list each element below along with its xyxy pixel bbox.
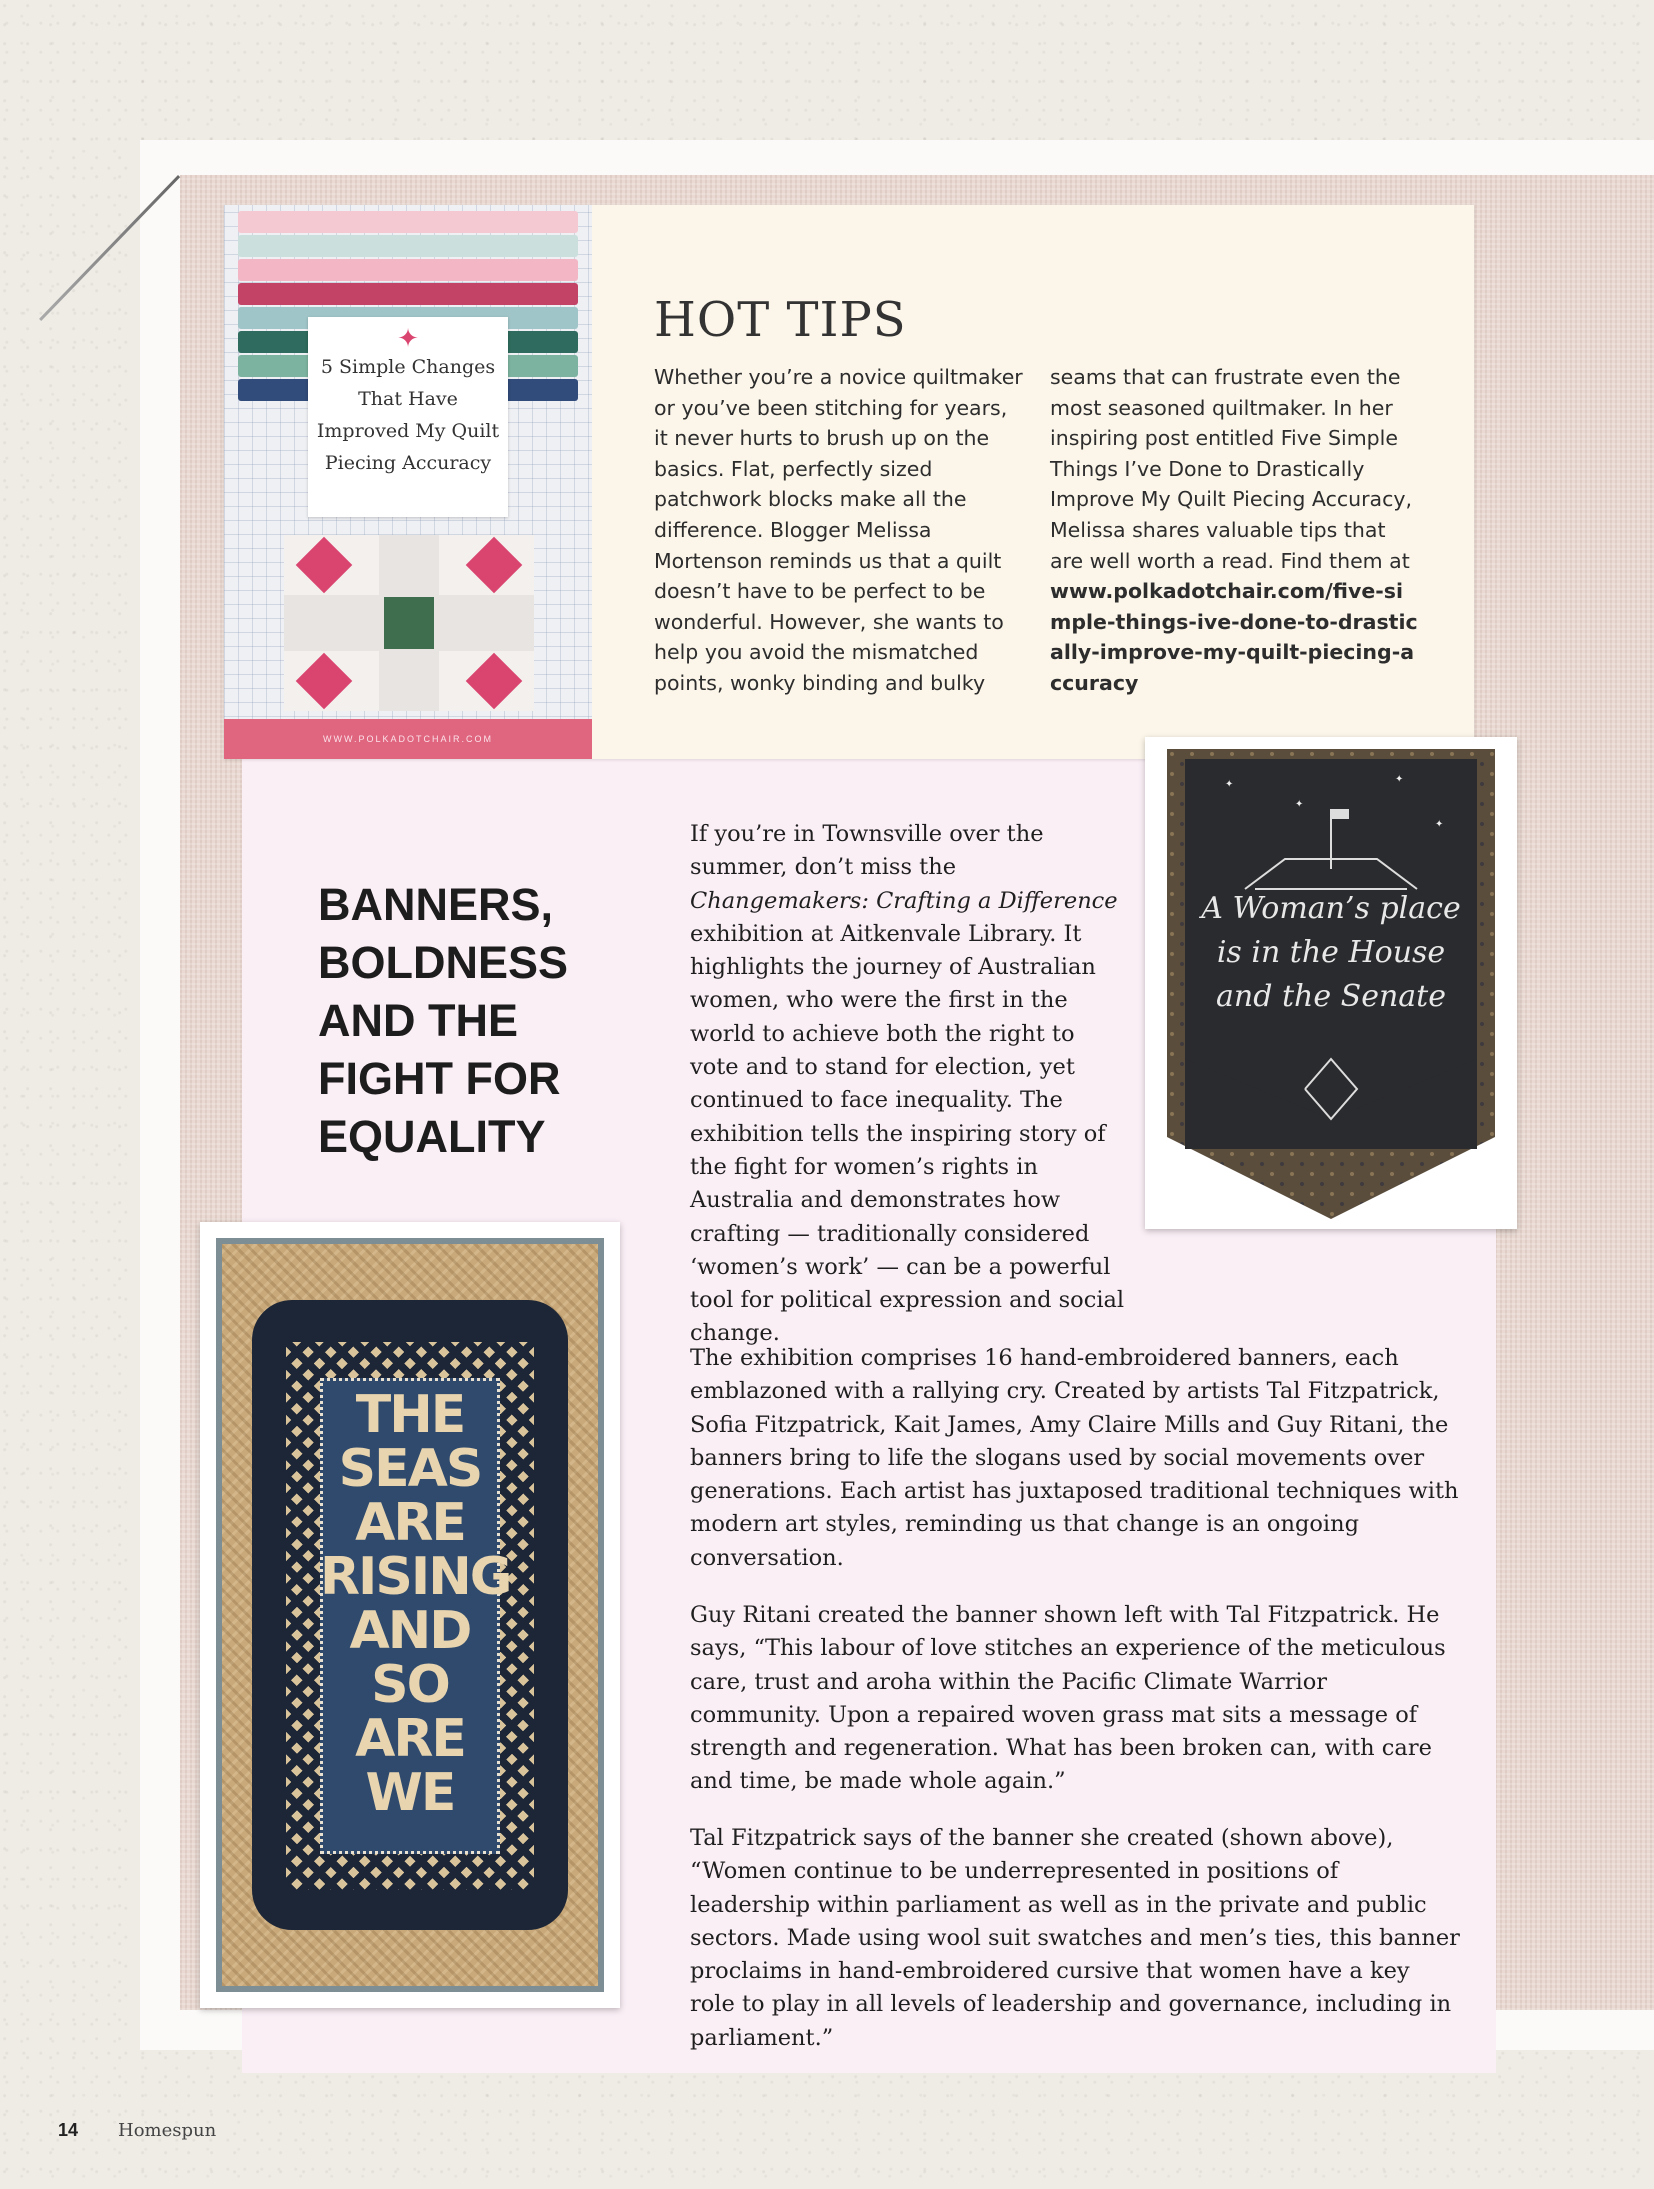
banner-embroidered-text: A Woman’s place is in the House and the Senate [1201, 891, 1461, 1014]
hot-tips-text: seams that can frustrate even the most seasoned quiltmaker. In her inspiring post entitled Five Simple Things I’ve Done to Drastically Improve My Quilt Piecing Accuracy, Melissa shares valuable tips that are well worth a read. Find them at [1050, 365, 1413, 573]
hot-tips-column-1: Whether you’re a novice quiltmaker or you’ve been stitching for years, it never hurts to brush up on the basics. Flat, perfectly sized patchwork blocks make all the difference. Blogger Melissa Mortenson reminds us that a quilt doesn’t have to be perfect to be wonderful. However, she wants to help you avoid the mismatched points, wonky binding and bulky [654, 365, 1023, 695]
photo-footer-url: WWW.POLKADOTCHAIR.COM [224, 719, 592, 759]
magazine-name: Homespun [118, 2120, 217, 2141]
article-paragraph-1 [690, 818, 1130, 1351]
article-paragraph-3: Guy Ritani created the banner shown left with Tal Fitzpatrick. He says, “This labour of love stitches an experience of the meticulous care, trust and aroha within the Pacific Climate Warrior community. Upon a repaired woven grass mat sits a message of strength and regeneration. What has been broken can, with care and time, be made whole again.” [690, 1602, 1446, 1795]
hot-tips-link[interactable]: www.polkadotchair.com/five-simple-things-ive-done-to-drastically-improve-my-quilt-piecing-accuracy [1050, 579, 1418, 695]
banner-slogan: THE SEAS ARE RISING AND SO ARE WE [320, 1385, 511, 1823]
seas-rising-banner-photo [200, 1222, 620, 2008]
sparkle-icon: ✦ [397, 323, 419, 353]
card-title: 5 Simple Changes That Have Improved My Quilt Piecing Accuracy [316, 356, 500, 474]
article-paragraph-2: The exhibition comprises 16 hand-embroidered banners, each emblazoned with a rallying cry. Created by artists Tal Fitzpatrick, Sofia Fitzpatrick, Kait James, Amy Claire Mills and Guy Ritani, the banners bring to life the slogans used by social movements over generations. Each artist has juxtaposed traditional techniques with modern art styles, reminding us that change is an ongoing conversation. [690, 1345, 1459, 1571]
article-card [308, 317, 508, 517]
article-headline: BANNERS, BOLDNESS AND THE FIGHT FOR EQUALITY [318, 879, 569, 1162]
p1-body: exhibition at Aitkenvale Library. It highlights the journey of Australian women, who were the first in the world to achieve both the right to vote and to stand for election, yet continued to face inequality. The exhibition tells the inspiring story of the fight for women’s rights in Australia and demonstrates how crafting — traditionally considered ‘women’s work’ — can be a powerful tool for political expression and social change. [690, 920, 1125, 1347]
hot-tips-title: HOT TIPS [654, 292, 907, 348]
hot-tips-photo [224, 205, 592, 759]
quilt-block [284, 535, 534, 711]
page-number: 14 [58, 2120, 79, 2140]
womens-place-banner-photo [1145, 737, 1517, 1229]
exhibition-title: Changemakers: Crafting a Difference [690, 887, 1118, 914]
article-paragraph-4: Tal Fitzpatrick says of the banner she created (shown above), “Women continue to be underrepresented in positions of leadership within parliament as well as in the private and public sectors. Made using wool suit swatches and men’s ties, this banner proclaims in hand-embroidered cursive that women have a key role to play in all levels of leadership and governance, including in parliament.” [690, 1825, 1460, 2051]
hot-tips-column-2 [1050, 362, 1420, 699]
p1-intro: If you’re in Townsville over the summer, don’t miss the [690, 821, 1044, 881]
banner-panel: ✦ ✦ ✦ ✦ [1185, 759, 1477, 1149]
